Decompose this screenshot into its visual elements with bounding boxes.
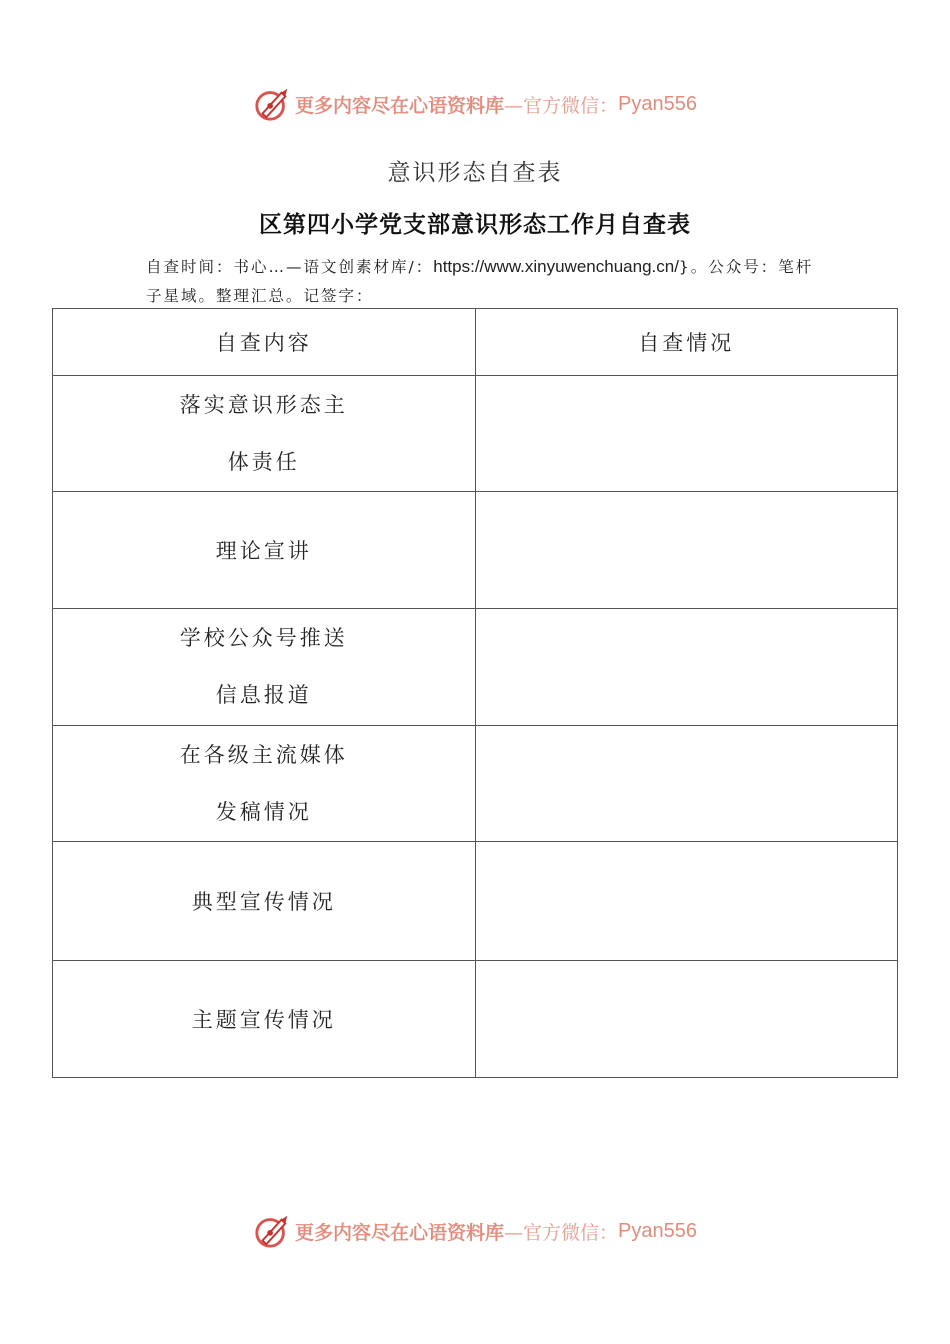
row-item xyxy=(53,376,476,492)
row-status-cell[interactable] xyxy=(475,609,898,726)
banner-wechat-label: —官方微信： xyxy=(504,1221,619,1244)
table-header-row xyxy=(53,309,898,376)
table-row xyxy=(53,609,898,726)
row-item xyxy=(53,492,476,609)
row-item-line1: 理论宣讲 xyxy=(215,539,312,563)
table-row xyxy=(53,492,898,609)
table-row xyxy=(53,726,898,842)
row-status-cell[interactable] xyxy=(475,726,898,842)
header-banner xyxy=(0,82,950,126)
banner-wechat-label: —官方微信： xyxy=(504,94,619,117)
table-row xyxy=(53,842,898,961)
banner-main-text: 更多内容尽在心语资料库 xyxy=(295,94,505,117)
meta-url: https://www.xinyuwenchuang.cn/ xyxy=(433,257,679,276)
row-item-line1: 落实意识形态主 xyxy=(179,392,348,417)
row-status-cell[interactable] xyxy=(475,961,898,1078)
document-title: 意识形态自查表 xyxy=(387,160,563,186)
header-status: 自查情况 xyxy=(475,309,898,376)
row-item xyxy=(53,726,476,842)
row-item-line1: 在各级主流媒体 xyxy=(179,742,348,767)
banner-main-text: 更多内容尽在心语资料库 xyxy=(295,1221,505,1244)
meta-suffix: }。公众号：笔杆子星域。整理汇总。记签字： xyxy=(146,258,814,305)
footer-banner xyxy=(0,1209,950,1253)
row-item xyxy=(53,842,476,961)
row-item xyxy=(53,609,476,726)
banner-wechat-id: Pyan556 xyxy=(618,1219,697,1242)
table-row xyxy=(53,376,898,492)
row-item xyxy=(53,961,476,1078)
header-content: 自查内容 xyxy=(53,309,476,376)
pen-logo-icon xyxy=(253,1212,291,1250)
row-status-cell[interactable] xyxy=(475,492,898,609)
row-status-cell[interactable] xyxy=(475,842,898,961)
document-subtitle: 区第四小学党支部意识形态工作月自查表 xyxy=(259,212,691,238)
row-item-line2: 体责任 xyxy=(227,449,300,474)
meta-prefix: 自查时间：书心…—语文创素材库/： xyxy=(146,258,434,276)
row-item-line1: 学校公众号推送 xyxy=(179,626,348,650)
row-item-line2: 信息报道 xyxy=(215,683,312,707)
self-check-table xyxy=(52,308,898,1078)
meta-line xyxy=(146,252,826,311)
banner-wechat-id: Pyan556 xyxy=(618,92,697,115)
row-item-line1: 典型宣传情况 xyxy=(191,890,336,914)
table-row xyxy=(53,961,898,1078)
row-item-line2: 发稿情况 xyxy=(215,799,312,824)
row-status-cell[interactable] xyxy=(475,376,898,492)
pen-logo-icon xyxy=(253,85,291,123)
row-item-line1: 主题宣传情况 xyxy=(191,1008,336,1032)
